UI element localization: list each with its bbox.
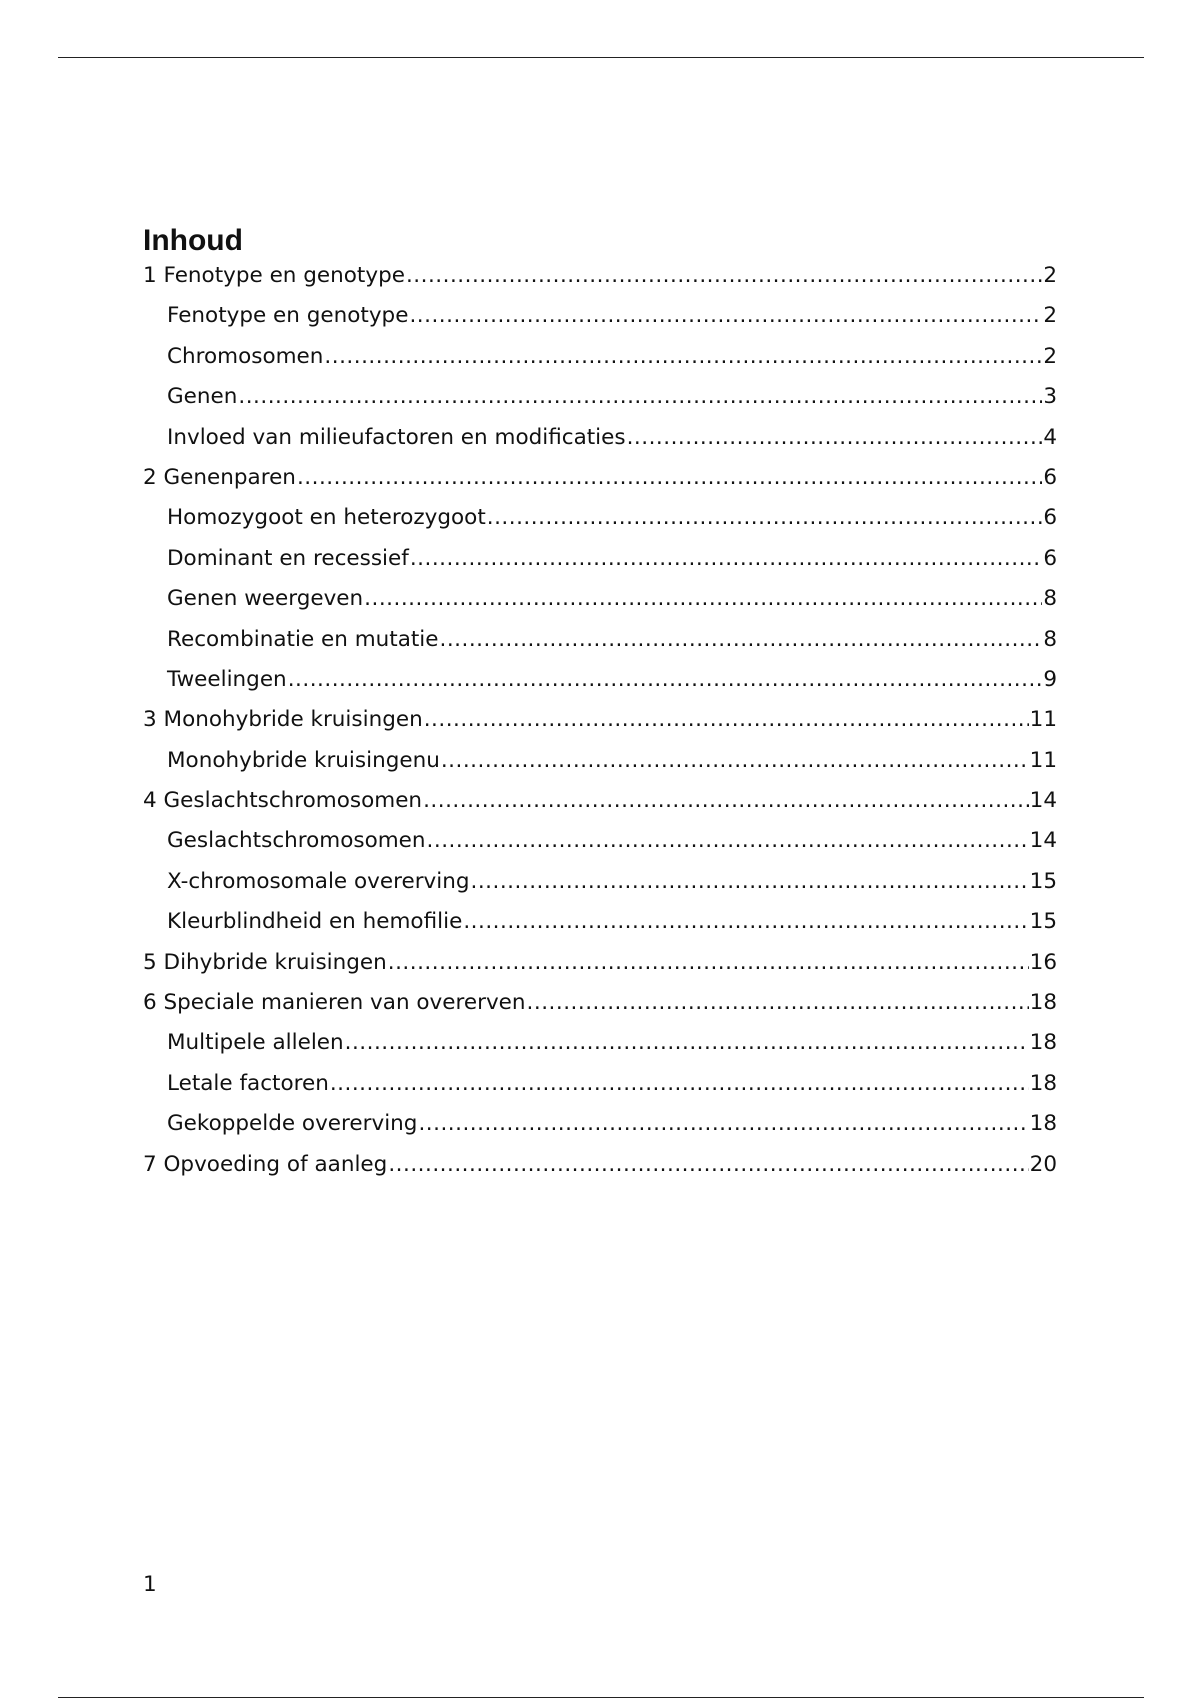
toc-entry-label: Fenotype en genotype xyxy=(167,303,409,329)
toc-dot-leader xyxy=(423,788,1029,813)
toc-dot-leader xyxy=(440,627,1043,652)
toc-entry[interactable] xyxy=(143,1030,1057,1070)
toc-entry-page-number: 20 xyxy=(1029,1151,1057,1177)
toc-dot-leader xyxy=(324,344,1042,369)
toc-dot-leader xyxy=(463,909,1028,934)
toc-dot-leader xyxy=(345,1030,1029,1055)
toc-entry[interactable] xyxy=(143,627,1057,667)
toc-entry-page-number: 3 xyxy=(1043,384,1057,410)
toc-entry-page-number: 18 xyxy=(1029,1111,1057,1137)
toc-dot-leader xyxy=(527,990,1029,1015)
toc-entry-page-number: 11 xyxy=(1029,747,1057,773)
toc-entry[interactable] xyxy=(143,505,1057,545)
toc-dot-leader xyxy=(409,303,1042,328)
toc-entry[interactable] xyxy=(143,546,1057,586)
toc-entry-label: Gekoppelde overerving xyxy=(167,1111,418,1137)
toc-entry-page-number: 6 xyxy=(1043,464,1057,490)
toc-entry-page-number: 9 xyxy=(1043,666,1057,692)
toc-entry[interactable] xyxy=(143,950,1057,990)
toc-entry-label: 3 Monohybride kruisingen xyxy=(143,707,423,733)
toc-entry-page-number: 4 xyxy=(1043,424,1057,450)
toc-entry-label: Geslachtschromosomen xyxy=(167,828,426,854)
toc-entry-page-number: 18 xyxy=(1029,990,1057,1016)
toc-entry[interactable] xyxy=(143,263,1057,303)
toc-dot-leader xyxy=(627,425,1043,450)
toc-entry[interactable] xyxy=(143,303,1057,343)
toc-entry-page-number: 14 xyxy=(1029,788,1057,814)
toc-entry-label: 4 Geslachtschromosomen xyxy=(143,788,423,814)
toc-entry-page-number: 11 xyxy=(1029,707,1057,733)
toc-entry-label: Multipele allelen xyxy=(167,1030,344,1056)
toc-entry[interactable] xyxy=(143,990,1057,1030)
toc-entry-label: Genen weergeven xyxy=(167,586,364,612)
toc-dot-leader xyxy=(441,748,1029,773)
toc-entry[interactable] xyxy=(143,1152,1057,1192)
toc-entry[interactable] xyxy=(143,1071,1057,1111)
footer-rule xyxy=(58,1697,1144,1698)
toc-entry-label: 5 Dihybride kruisingen xyxy=(143,949,387,975)
toc-entry[interactable] xyxy=(143,869,1057,909)
toc-entry[interactable] xyxy=(143,586,1057,626)
toc-entry-page-number: 15 xyxy=(1029,868,1057,894)
toc-entry-page-number: 2 xyxy=(1043,343,1057,369)
toc-entry-label: Recombinatie en mutatie xyxy=(167,626,439,652)
toc-dot-leader xyxy=(388,1152,1028,1177)
header-rule xyxy=(58,57,1144,58)
toc-entry[interactable] xyxy=(143,384,1057,424)
toc-entry[interactable] xyxy=(143,344,1057,384)
toc-entry-label: Chromosomen xyxy=(167,343,324,369)
toc-dot-leader xyxy=(330,1071,1029,1096)
toc-entry-page-number: 15 xyxy=(1029,909,1057,935)
toc-dot-leader xyxy=(410,546,1042,571)
toc-entry[interactable] xyxy=(143,788,1057,828)
page-number: 1 xyxy=(143,1572,157,1597)
toc-entry-label: Invloed van milieufactoren en modificaties xyxy=(167,424,626,450)
toc-entry-label: X-chromosomale overerving xyxy=(167,868,470,894)
toc-entry-page-number: 18 xyxy=(1029,1070,1057,1096)
toc-dot-leader xyxy=(424,707,1029,732)
toc-entry-label: Dominant en recessief xyxy=(167,545,409,571)
toc-entry-page-number: 8 xyxy=(1043,626,1057,652)
toc-entry-page-number: 6 xyxy=(1043,505,1057,531)
toc-entry-label: Monohybride kruisingenu xyxy=(167,747,440,773)
toc-dot-leader xyxy=(297,465,1042,490)
toc-dot-leader xyxy=(427,828,1029,853)
toc-dot-leader xyxy=(406,263,1042,288)
toc-entry-label: 7 Opvoeding of aanleg xyxy=(143,1151,388,1177)
toc-entry-page-number: 14 xyxy=(1029,828,1057,854)
toc-dot-leader xyxy=(471,869,1029,894)
toc-entry[interactable] xyxy=(143,465,1057,505)
toc-dot-leader xyxy=(418,1111,1028,1136)
toc-entry-page-number: 18 xyxy=(1029,1030,1057,1056)
toc-title: Inhoud xyxy=(143,224,243,257)
toc-dot-leader xyxy=(487,505,1043,530)
toc-entry[interactable] xyxy=(143,748,1057,788)
toc-entry-label: 6 Speciale manieren van overerven xyxy=(143,990,526,1016)
toc-dot-leader xyxy=(238,384,1042,409)
toc-entry-label: Letale factoren xyxy=(167,1070,329,1096)
toc-dot-leader xyxy=(364,586,1042,611)
toc-entry-page-number: 2 xyxy=(1043,303,1057,329)
toc-entry[interactable] xyxy=(143,707,1057,747)
toc-entry-label: Tweelingen xyxy=(167,666,287,692)
toc-dot-leader xyxy=(288,667,1043,692)
toc-entry-page-number: 8 xyxy=(1043,586,1057,612)
toc-list xyxy=(143,263,1057,1192)
toc-entry-label: Genen xyxy=(167,384,238,410)
toc-entry-page-number: 2 xyxy=(1043,263,1057,288)
toc-entry-page-number: 6 xyxy=(1043,545,1057,571)
toc-entry[interactable] xyxy=(143,667,1057,707)
toc-entry-label: Kleurblindheid en hemofilie xyxy=(167,909,463,935)
toc-entry[interactable] xyxy=(143,425,1057,465)
toc-entry-label: Homozygoot en heterozygoot xyxy=(167,505,486,531)
toc-entry[interactable] xyxy=(143,1111,1057,1151)
toc-entry[interactable] xyxy=(143,909,1057,949)
toc-entry-label: 2 Genenparen xyxy=(143,464,296,490)
toc-entry-page-number: 16 xyxy=(1029,949,1057,975)
toc-entry-label: 1 Fenotype en genotype xyxy=(143,263,405,288)
table-of-contents xyxy=(143,224,1057,1192)
toc-dot-leader xyxy=(388,950,1029,975)
toc-entry[interactable] xyxy=(143,828,1057,868)
